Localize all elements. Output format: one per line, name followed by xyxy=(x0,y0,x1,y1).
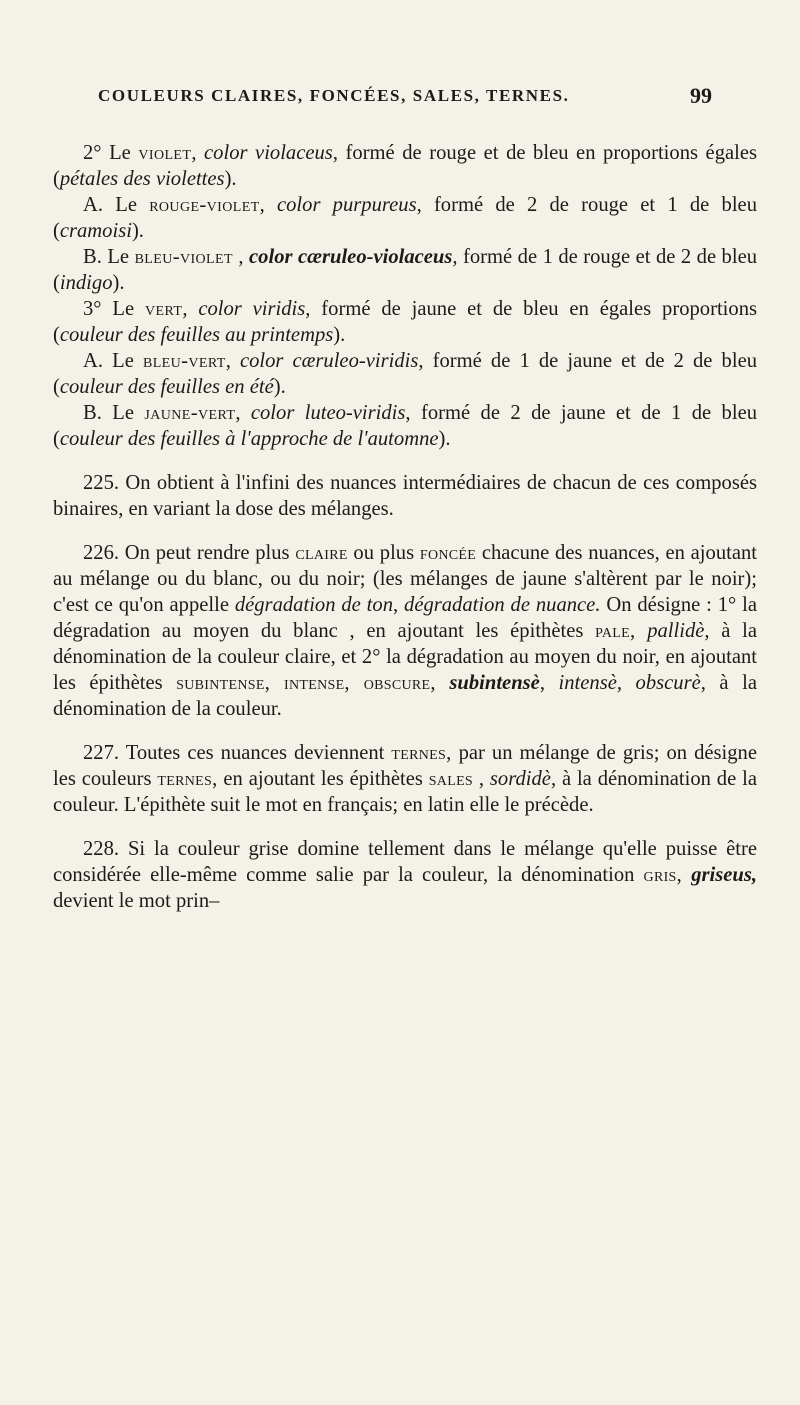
body-text xyxy=(53,140,757,932)
page-number: 99 xyxy=(690,83,712,108)
item-2a-rouge-violet: A. Le rouge-violet, color purpureus, formé de 2 de rouge et 1 de bleu (cramoisi). xyxy=(53,194,757,242)
item-3b-jaune-vert: B. Le jaune-vert, color luteo-viridis, formé de 2 de jaune et de 1 de bleu (couleur des feuilles à l'approche de l'automne). xyxy=(53,402,758,450)
page-header xyxy=(0,83,800,116)
paragraph-227: 227. Toutes ces nuances deviennent ternes, par un mélange de gris; on désigne les couleurs ternes, en ajoutant les épithètes sales , sordidè, à la dénomination de la couleur. L'épithète suit le mot en français; en latin elle le précède. xyxy=(53,742,757,816)
running-title: COULEURS CLAIRES, FONCÉES, SALES, TERNES. xyxy=(98,86,570,105)
paragraph-228: 228. Si la couleur grise domine tellement dans le mélange qu'elle puisse être considérée elle-même comme salie par la couleur, la dénomination gris, griseus, devient le mot prin– xyxy=(53,838,757,912)
item-2-violet: 2° Le violet, color violaceus, formé de rouge et de bleu en proportions égales (pétales des violettes). xyxy=(53,142,758,190)
item-3a-bleu-vert: A. Le bleu-vert, color cæruleo-viridis, formé de 1 de jaune et de 2 de bleu (couleur des feuilles en été). xyxy=(53,350,758,398)
paragraph-225: 225. On obtient à l'infini des nuances intermédiaires de chacun de ces composés binaires, en variant la dose des mélanges. xyxy=(53,472,757,520)
item-3-vert: 3° Le vert, color viridis, formé de jaune et de bleu en égales proportions (couleur des feuilles au printemps). xyxy=(53,298,758,346)
item-2b-bleu-violet: B. Le bleu-violet , color cæruleo-violaceus, formé de 1 de rouge et de 2 de bleu (indigo). xyxy=(53,246,758,294)
paragraph-226: 226. On peut rendre plus claire ou plus foncée chacune des nuances, en ajoutant au mélange ou du blanc, ou du noir; (les mélanges de jaune s'altèrent par le noir); c'est ce qu'on appelle dégradation de ton, dégradation de nuance. On désigne : 1° la dégradation au moyen du blanc , en ajoutant les épithètes pale, pallidè, à la dénomination de la couleur claire, et 2° la dégradation au moyen du noir, en ajoutant les épithètes subintense, intense, obscure, subintensè, intensè, obscurè, à la dénomination de la couleur. xyxy=(53,542,758,720)
